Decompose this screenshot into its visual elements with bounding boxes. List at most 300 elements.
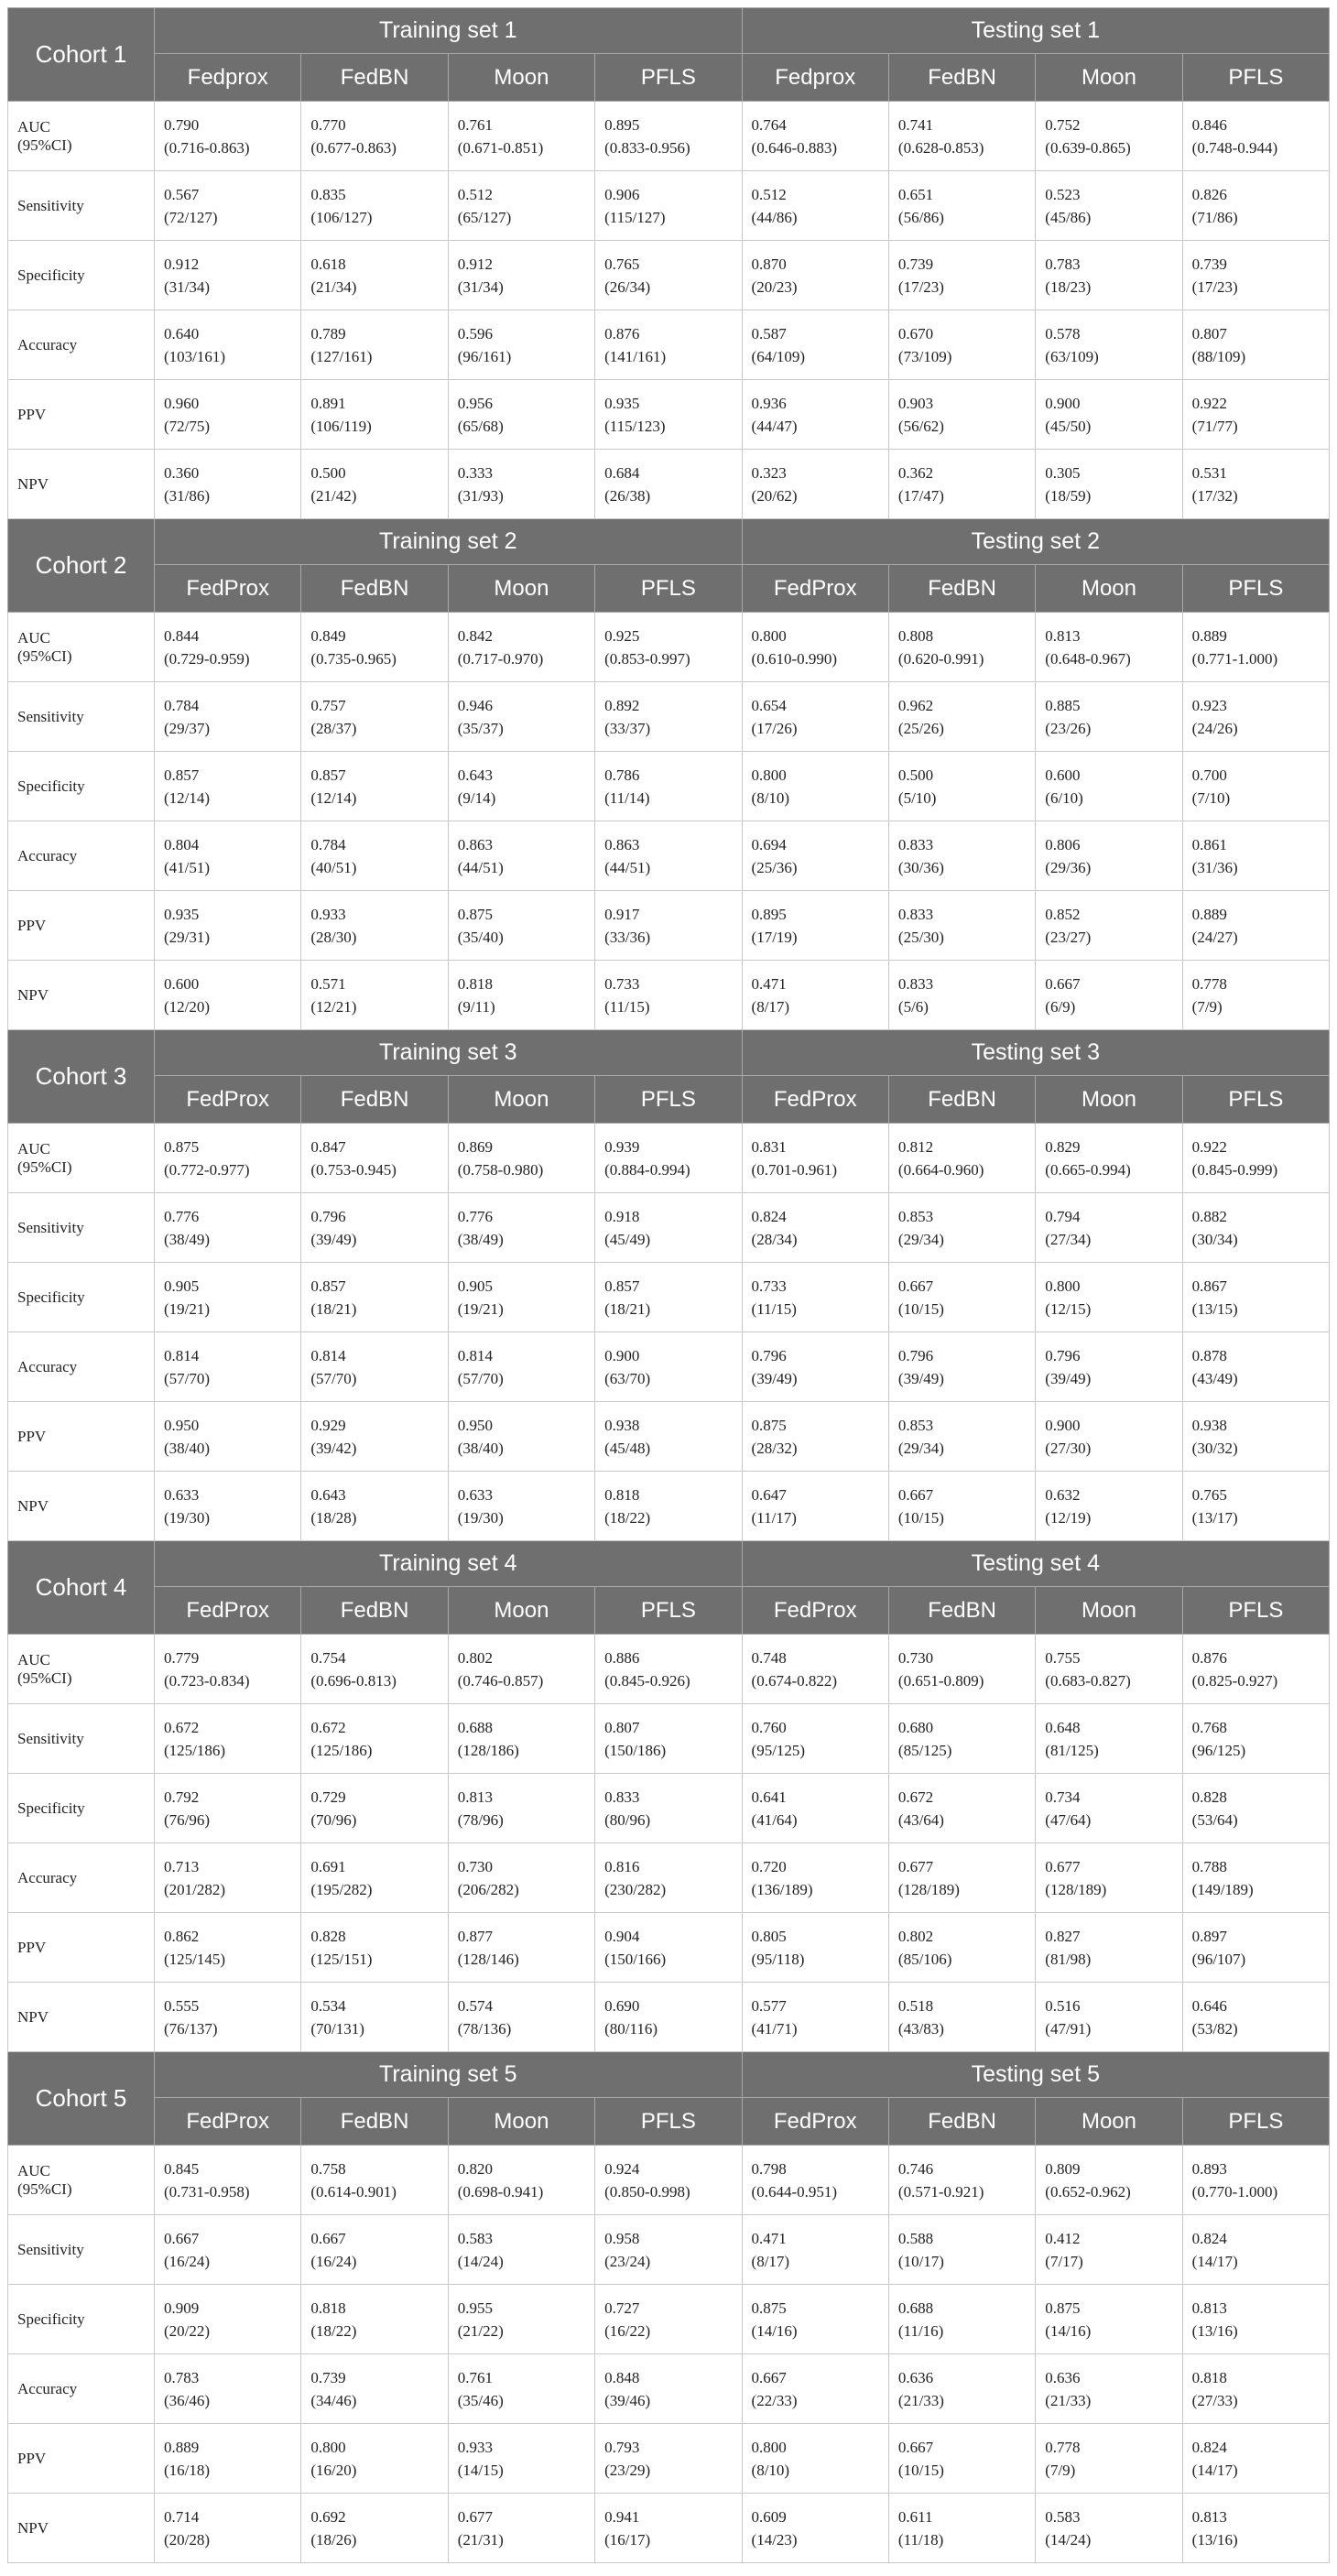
metric-label-line: (95%CI) (17, 647, 72, 665)
metric-value: 0.362 (897, 463, 934, 482)
metric-value-cell (155, 380, 301, 450)
metric-value: 0.720 (751, 1857, 787, 1875)
metric-detail: (23/26) (1045, 719, 1092, 737)
metric-value: 0.796 (1045, 1346, 1081, 1364)
metric-value-cell (448, 1635, 594, 1704)
cohort-label: Cohort 1 (8, 8, 155, 102)
metric-value: 0.889 (1191, 626, 1227, 645)
metric-detail: (0.665-0.994) (1045, 1160, 1131, 1179)
metric-detail: (96/125) (1191, 1741, 1246, 1759)
metric-value-cell (448, 102, 594, 171)
metric-detail: (95/125) (751, 1741, 806, 1759)
metric-label-line: Accuracy (17, 335, 78, 353)
metric-detail: (0.770-1.000) (1191, 2182, 1278, 2201)
method-label: PFLS (595, 1587, 742, 1635)
metric-value-cell (595, 891, 742, 961)
metric-value-cell (595, 1635, 742, 1704)
metric-row (8, 2146, 1330, 2215)
metric-label-line: PPV (17, 405, 47, 423)
metric-value-cell (155, 1124, 301, 1193)
metric-detail: (19/30) (457, 1508, 504, 1527)
metric-label (8, 1124, 155, 1193)
metric-detail: (14/17) (1191, 2252, 1238, 2270)
testing-set-label: Testing set 3 (742, 1030, 1330, 1076)
metric-detail: (8/17) (751, 2252, 790, 2270)
metric-value-cell (888, 1193, 1035, 1263)
metric-value-cell (1036, 1704, 1182, 1774)
metric-value: 0.861 (1191, 835, 1227, 853)
metric-value: 0.892 (604, 696, 640, 714)
metric-value: 0.813 (457, 1788, 493, 1806)
metric-value-cell (595, 613, 742, 682)
metric-detail: (150/166) (604, 1950, 667, 1968)
metric-value: 0.893 (1191, 2159, 1227, 2178)
metric-detail: (19/21) (457, 1299, 504, 1318)
metric-row (8, 891, 1330, 961)
metric-value: 0.555 (164, 1996, 200, 2015)
metric-value: 0.922 (1191, 1137, 1227, 1156)
metric-detail: (18/26) (310, 2530, 357, 2549)
metric-value: 0.667 (751, 2368, 787, 2386)
metric-value: 0.889 (1191, 905, 1227, 923)
metric-detail: (13/17) (1191, 1508, 1238, 1527)
metric-detail: (28/34) (751, 1230, 798, 1248)
metric-value: 0.643 (457, 766, 493, 784)
metric-value-cell (155, 613, 301, 682)
metric-value: 0.933 (310, 905, 346, 923)
metric-value: 0.889 (164, 2438, 200, 2456)
metric-value: 0.849 (310, 626, 346, 645)
metric-detail: (39/49) (1045, 1369, 1092, 1387)
metric-row (8, 2424, 1330, 2494)
metric-detail: (63/109) (1045, 347, 1099, 365)
metric-value: 0.633 (164, 1485, 200, 1504)
metric-value: 0.691 (310, 1857, 346, 1875)
metric-value-cell (1036, 1913, 1182, 1983)
metric-value: 0.333 (457, 463, 493, 482)
metric-value: 0.826 (1191, 185, 1227, 203)
metric-row (8, 450, 1330, 519)
metric-value: 0.939 (604, 1137, 640, 1156)
metric-value-cell (742, 1704, 888, 1774)
metric-value: 0.863 (457, 835, 493, 853)
metric-value-cell (595, 2494, 742, 2563)
cohort-header-row (8, 2052, 1330, 2098)
metric-detail: (21/42) (310, 486, 357, 505)
metric-value-cell (448, 1193, 594, 1263)
metric-detail: (206/282) (457, 1880, 519, 1898)
metric-value-cell (448, 2215, 594, 2285)
metric-value-cell (155, 1472, 301, 1541)
metric-value-cell (155, 1983, 301, 2052)
metric-detail: (95/118) (751, 1950, 805, 1968)
metric-value: 0.906 (604, 185, 640, 203)
metric-value-cell (301, 2494, 448, 2563)
metric-detail: (13/16) (1191, 2530, 1238, 2549)
metric-detail: (0.664-0.960) (897, 1160, 984, 1179)
metric-row (8, 613, 1330, 682)
metric-row (8, 2494, 1330, 2563)
metric-detail: (17/26) (751, 719, 798, 737)
metric-detail: (76/137) (164, 2019, 218, 2038)
metric-detail: (16/20) (310, 2461, 357, 2479)
metric-value: 0.651 (897, 185, 934, 203)
metric-label (8, 1332, 155, 1402)
metric-detail: (18/21) (604, 1299, 651, 1318)
metric-value-cell (448, 1472, 594, 1541)
metric-detail: (81/98) (1045, 1950, 1092, 1968)
metric-value-cell (301, 380, 448, 450)
metric-value: 0.828 (310, 1927, 346, 1945)
metric-detail: (53/64) (1191, 1810, 1238, 1829)
metric-label-line: Specificity (17, 266, 85, 284)
metric-detail: (39/49) (751, 1369, 798, 1387)
metric-detail: (24/27) (1191, 928, 1238, 946)
method-label: PFLS (595, 2098, 742, 2146)
metric-value-cell (595, 102, 742, 171)
metric-detail: (14/16) (751, 2321, 798, 2340)
metric-detail: (35/40) (457, 928, 504, 946)
metric-value-cell (1036, 1843, 1182, 1913)
metric-value-cell (1182, 1774, 1329, 1843)
metric-value: 0.828 (1191, 1788, 1227, 1806)
metric-detail: (45/50) (1045, 417, 1092, 435)
metric-value-cell (595, 2285, 742, 2354)
metric-value: 0.875 (164, 1137, 200, 1156)
metric-row (8, 1124, 1330, 1193)
metric-value: 0.814 (164, 1346, 200, 1364)
metric-value: 0.583 (1045, 2507, 1081, 2526)
metric-row (8, 961, 1330, 1030)
metric-detail: (18/59) (1045, 486, 1092, 505)
method-label: FedBN (888, 1587, 1035, 1635)
metric-label (8, 2215, 155, 2285)
metric-detail: (230/282) (604, 1880, 667, 1898)
metric-detail: (8/17) (751, 997, 790, 1016)
metric-value: 0.518 (897, 1996, 934, 2015)
metric-value: 0.806 (1045, 835, 1081, 853)
metric-detail: (29/34) (897, 1439, 944, 1457)
metric-detail: (127/161) (310, 347, 373, 365)
metric-detail: (57/70) (164, 1369, 211, 1387)
metric-value: 0.900 (604, 1346, 640, 1364)
method-header-row (8, 54, 1330, 102)
metric-value-cell (888, 2215, 1035, 2285)
metric-value-cell (595, 2146, 742, 2215)
metric-value: 0.897 (1191, 1927, 1227, 1945)
metric-row (8, 1635, 1330, 1704)
metric-value-cell (1182, 961, 1329, 1030)
metric-value: 0.739 (310, 2368, 346, 2386)
metric-detail: (0.853-0.997) (604, 649, 690, 668)
metric-value-cell (1036, 2424, 1182, 2494)
metric-detail: (125/151) (310, 1950, 373, 1968)
metric-value: 0.512 (751, 185, 787, 203)
metric-row (8, 171, 1330, 241)
metric-detail: (0.771-1.000) (1191, 649, 1278, 668)
metric-label-line: AUC (17, 2161, 50, 2179)
metric-detail: (195/282) (310, 1880, 373, 1898)
metric-value-cell (1182, 752, 1329, 821)
metric-value-cell (155, 310, 301, 380)
metric-detail: (7/17) (1045, 2252, 1083, 2270)
metric-detail: (18/22) (310, 2321, 357, 2340)
metric-value-cell (301, 1402, 448, 1472)
metric-detail: (53/82) (1191, 2019, 1238, 2038)
metric-value-cell (888, 1913, 1035, 1983)
method-header-row (8, 565, 1330, 613)
metric-value: 0.796 (310, 1207, 346, 1225)
metric-value: 0.878 (1191, 1346, 1227, 1364)
metric-value-cell (888, 2354, 1035, 2424)
metric-detail: (0.772-0.977) (164, 1160, 250, 1179)
cohort-label: Cohort 5 (8, 2052, 155, 2146)
metric-value-cell (155, 241, 301, 310)
metric-value-cell (1182, 2424, 1329, 2494)
metric-detail: (33/36) (604, 928, 651, 946)
metric-detail: (21/33) (897, 2391, 944, 2409)
metric-value-cell (301, 1332, 448, 1402)
metric-detail: (106/119) (310, 417, 372, 435)
metric-detail: (103/161) (164, 347, 226, 365)
metric-row (8, 1843, 1330, 1913)
metric-value-cell (595, 1124, 742, 1193)
metric-detail: (78/136) (457, 2019, 512, 2038)
metric-value-cell (1036, 752, 1182, 821)
metric-value: 0.800 (751, 766, 787, 784)
metric-value: 0.935 (164, 905, 200, 923)
metric-label-line: Specificity (17, 2310, 85, 2328)
metric-detail: (23/27) (1045, 928, 1092, 946)
metric-value-cell (742, 2494, 888, 2563)
metric-value: 0.600 (1045, 766, 1081, 784)
metric-label (8, 613, 155, 682)
metric-label (8, 1774, 155, 1843)
metric-detail: (10/15) (897, 1299, 944, 1318)
table-body (8, 8, 1330, 2563)
metric-detail: (38/49) (457, 1230, 504, 1248)
metric-label (8, 821, 155, 891)
metric-detail: (29/34) (897, 1230, 944, 1248)
metric-value-cell (595, 241, 742, 310)
metric-value-cell (742, 102, 888, 171)
testing-set-label: Testing set 2 (742, 519, 1330, 565)
metric-row (8, 1402, 1330, 1472)
metric-value-cell (742, 2215, 888, 2285)
metric-value: 0.471 (751, 2229, 787, 2247)
metric-value: 0.941 (604, 2507, 640, 2526)
metric-value-cell (888, 2146, 1035, 2215)
metric-row (8, 1472, 1330, 1541)
metric-value-cell (155, 1193, 301, 1263)
metric-value: 0.857 (310, 1277, 346, 1295)
metric-value-cell (888, 241, 1035, 310)
metric-value: 0.824 (751, 1207, 787, 1225)
metric-value: 0.684 (604, 463, 640, 482)
metric-value-cell (155, 1635, 301, 1704)
metric-value-cell (888, 2494, 1035, 2563)
metric-detail: (25/36) (751, 858, 798, 876)
metric-value-cell (1036, 450, 1182, 519)
metric-label-line: (95%CI) (17, 136, 72, 154)
metric-value-cell (1036, 1472, 1182, 1541)
metric-label-line: NPV (17, 2518, 49, 2537)
metric-value: 0.677 (897, 1857, 934, 1875)
metric-value: 0.788 (1191, 1857, 1227, 1875)
metric-detail: (0.648-0.967) (1045, 649, 1131, 668)
metric-value: 0.800 (310, 2438, 346, 2456)
metric-value: 0.846 (1191, 115, 1227, 134)
metric-detail: (0.639-0.865) (1045, 138, 1131, 157)
metric-value: 0.729 (310, 1788, 346, 1806)
metric-value-cell (888, 1843, 1035, 1913)
metric-value-cell (301, 1124, 448, 1193)
metric-row (8, 2354, 1330, 2424)
metric-value-cell (301, 613, 448, 682)
metric-value: 0.667 (897, 2438, 934, 2456)
metric-value: 0.831 (751, 1137, 787, 1156)
metric-value: 0.677 (1045, 1857, 1081, 1875)
metric-value: 0.903 (897, 394, 934, 412)
metric-value-cell (1182, 171, 1329, 241)
metric-label (8, 1472, 155, 1541)
metric-detail: (13/15) (1191, 1299, 1238, 1318)
metric-row (8, 1983, 1330, 2052)
metric-value: 0.768 (1191, 1718, 1227, 1736)
metric-detail: (11/16) (897, 2321, 944, 2340)
metric-value-cell (155, 961, 301, 1030)
metric-value: 0.776 (164, 1207, 200, 1225)
metric-value: 0.895 (751, 905, 787, 923)
metric-value-cell (448, 2146, 594, 2215)
metric-value-cell (1182, 380, 1329, 450)
metric-value-cell (301, 1913, 448, 1983)
metric-value: 0.714 (164, 2507, 200, 2526)
metric-detail: (0.646-0.883) (751, 138, 838, 157)
metric-value-cell (448, 2285, 594, 2354)
metric-value-cell (742, 2424, 888, 2494)
metric-value: 0.667 (897, 1277, 934, 1295)
metric-detail: (0.674-0.822) (751, 1671, 838, 1690)
metric-value: 0.765 (604, 255, 640, 273)
metric-row (8, 2285, 1330, 2354)
metric-value: 0.875 (751, 2299, 787, 2317)
metric-detail: (20/23) (751, 277, 798, 296)
metric-value-cell (301, 2424, 448, 2494)
metric-value-cell (1036, 1263, 1182, 1332)
metric-value: 0.305 (1045, 463, 1081, 482)
metric-detail: (11/18) (897, 2530, 944, 2549)
metric-detail: (0.614-0.901) (310, 2182, 397, 2201)
metric-value-cell (742, 682, 888, 752)
metric-detail: (7/10) (1191, 788, 1231, 807)
metric-detail: (33/37) (604, 719, 651, 737)
metric-value: 0.690 (604, 1996, 640, 2015)
metric-value-cell (448, 1704, 594, 1774)
method-label: Moon (1036, 2098, 1182, 2146)
metric-detail: (81/125) (1045, 1741, 1099, 1759)
metric-value: 0.648 (1045, 1718, 1081, 1736)
metric-value: 0.647 (751, 1485, 787, 1504)
metric-value-cell (1182, 891, 1329, 961)
metric-detail: (39/49) (310, 1230, 357, 1248)
metric-detail: (43/64) (897, 1810, 944, 1829)
metric-value-cell (888, 1472, 1035, 1541)
metric-detail: (21/22) (457, 2321, 504, 2340)
metric-detail: (149/189) (1191, 1880, 1254, 1898)
metric-value-cell (448, 891, 594, 961)
metric-value-cell (301, 2285, 448, 2354)
metric-detail: (80/116) (604, 2019, 658, 2038)
metric-value: 0.852 (1045, 905, 1081, 923)
metric-detail: (125/145) (164, 1950, 226, 1968)
metric-value-cell (155, 1402, 301, 1472)
metric-value: 0.323 (751, 463, 787, 482)
metric-value: 0.816 (604, 1857, 640, 1875)
metric-value: 0.516 (1045, 1996, 1081, 2015)
metric-value-cell (1036, 102, 1182, 171)
metric-label (8, 2494, 155, 2563)
cohort-label: Cohort 3 (8, 1030, 155, 1124)
method-label: FedProx (155, 1076, 301, 1124)
metric-detail: (18/28) (310, 1508, 357, 1527)
metric-value: 0.848 (604, 2368, 640, 2386)
metric-value: 0.471 (751, 974, 787, 993)
metric-label (8, 1193, 155, 1263)
metric-value: 0.677 (457, 2507, 493, 2526)
metric-label (8, 2354, 155, 2424)
metric-value: 0.853 (897, 1416, 934, 1434)
metric-value: 0.360 (164, 463, 200, 482)
metric-detail: (6/9) (1045, 997, 1076, 1016)
metric-value-cell (595, 1983, 742, 2052)
metric-detail: (0.845-0.999) (1191, 1160, 1278, 1179)
metric-detail: (23/24) (604, 2252, 651, 2270)
testing-set-label: Testing set 4 (742, 1541, 1330, 1587)
metric-value: 0.818 (310, 2299, 346, 2317)
metric-value: 0.733 (604, 974, 640, 993)
metric-detail: (20/62) (751, 486, 798, 505)
metric-value: 0.741 (897, 115, 934, 134)
metric-detail: (115/127) (604, 208, 666, 226)
metric-detail: (14/24) (1045, 2530, 1092, 2549)
metric-value-cell (301, 1193, 448, 1263)
metric-value-cell (448, 613, 594, 682)
metric-detail: (85/106) (897, 1950, 952, 1968)
metric-value-cell (595, 1263, 742, 1332)
metric-value-cell (448, 1983, 594, 2052)
metric-label-line: PPV (17, 2449, 47, 2467)
metric-value-cell (301, 2146, 448, 2215)
metric-value-cell (742, 613, 888, 682)
metric-value-cell (888, 1124, 1035, 1193)
metric-detail: (19/21) (164, 1299, 211, 1318)
metric-value: 0.813 (1045, 626, 1081, 645)
metric-value: 0.929 (310, 1416, 346, 1434)
metric-detail: (17/19) (751, 928, 798, 946)
metric-value-cell (888, 1635, 1035, 1704)
metric-label-line: Sensitivity (17, 1218, 84, 1236)
method-label: FedProx (742, 565, 888, 613)
metric-detail: (11/15) (604, 997, 650, 1016)
metric-value: 0.733 (751, 1277, 787, 1295)
metric-row (8, 1704, 1330, 1774)
metric-detail: (128/146) (457, 1950, 519, 1968)
metric-value: 0.877 (457, 1927, 493, 1945)
metric-detail: (12/19) (1045, 1508, 1092, 1527)
metric-detail: (136/189) (751, 1880, 813, 1898)
metric-value: 0.891 (310, 394, 346, 412)
